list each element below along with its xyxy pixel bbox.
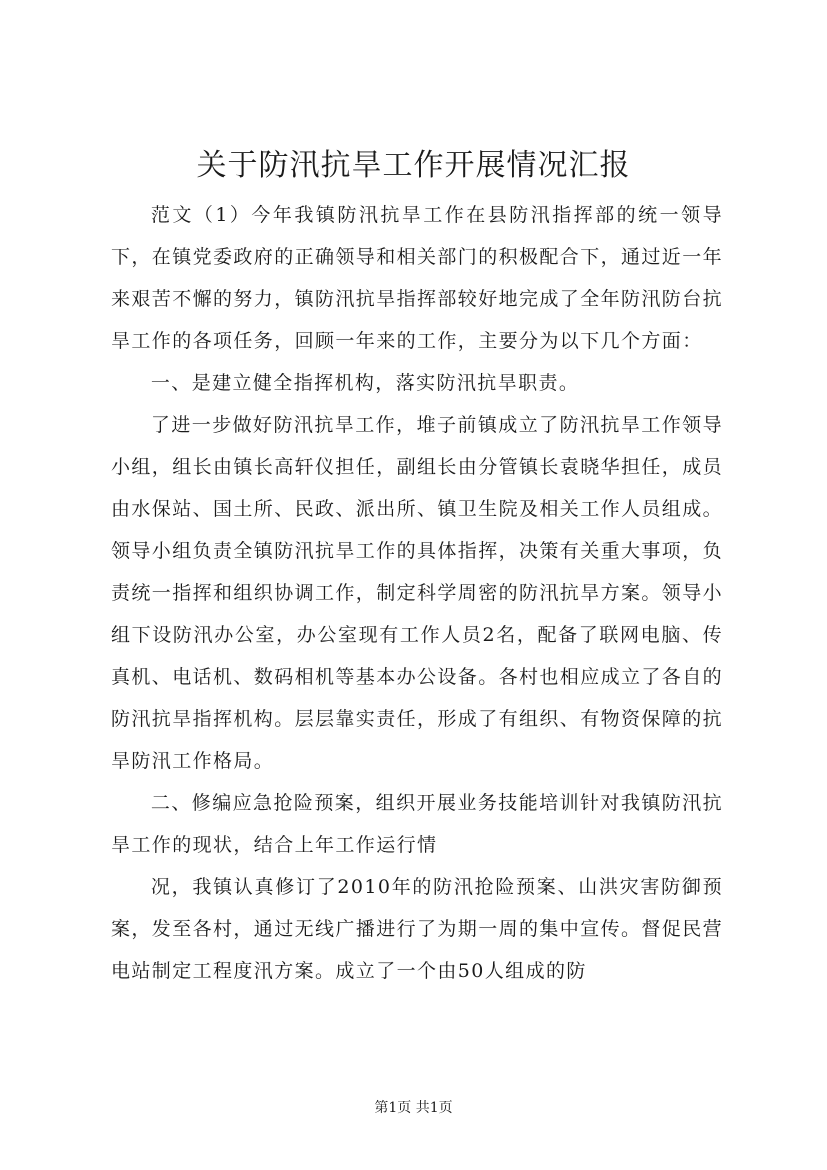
document-title: 关于防汛抗旱工作开展情况汇报 <box>196 148 631 183</box>
paragraph-section-1-body: 了进一步做好防汛抗旱工作，堆子前镇成立了防汛抗旱工作领导小组，组长由镇长高轩仪担任，副组长由分管镇长袁晓华担任，成员由水保站、国土所、民政、派出所、镇卫生院及相关工作人员组成。领导小组负责全镇防汛抗旱工作的具体指挥，决策有关重大事项，负责统一指挥和组织协调工作，制定科学周密的防汛抗旱方案。领导小组下设防汛办公室，办公室现有工作人员2名，配备了联网电脑、传真机、电话机、数码相机等基本办公设备。各村也相应成立了各自的防汛抗旱指挥机构。层层靠实责任，形成了有组织、有物资保障的抗旱防汛工作格局。 <box>111 414 724 772</box>
document-body <box>111 194 723 992</box>
paragraph-section-2-body: 况，我镇认真修订了2010年的防汛抢险预案、山洪灾害防御预案，发至各村，通过无线广播进行了为期一周的集中宣传。督促民营电站制定工程度汛方案。成立了一个由50人组成的防 <box>111 876 724 982</box>
paragraph-intro: 范文（1）今年我镇防汛抗旱工作在县防汛指挥部的统一领导下，在镇党委政府的正确领导和相关部门的积极配合下，通过近一年来艰苦不懈的努力，镇防汛抗旱指挥部较好地完成了全年防汛防台抗旱工作的各项任务，回顾一年来的工作，主要分为以下几个方面： <box>111 204 724 352</box>
page-footer: 第1页 共1页 <box>374 1100 453 1116</box>
paragraph-section-1-heading: 一、是建立健全指挥机构，落实防汛抗旱职责。 <box>150 372 580 394</box>
paragraph-section-2-heading: 二、修编应急抢险预案，组织开展业务技能培训针对我镇防汛抗旱工作的现状，结合上年工作运行情 <box>111 792 723 856</box>
